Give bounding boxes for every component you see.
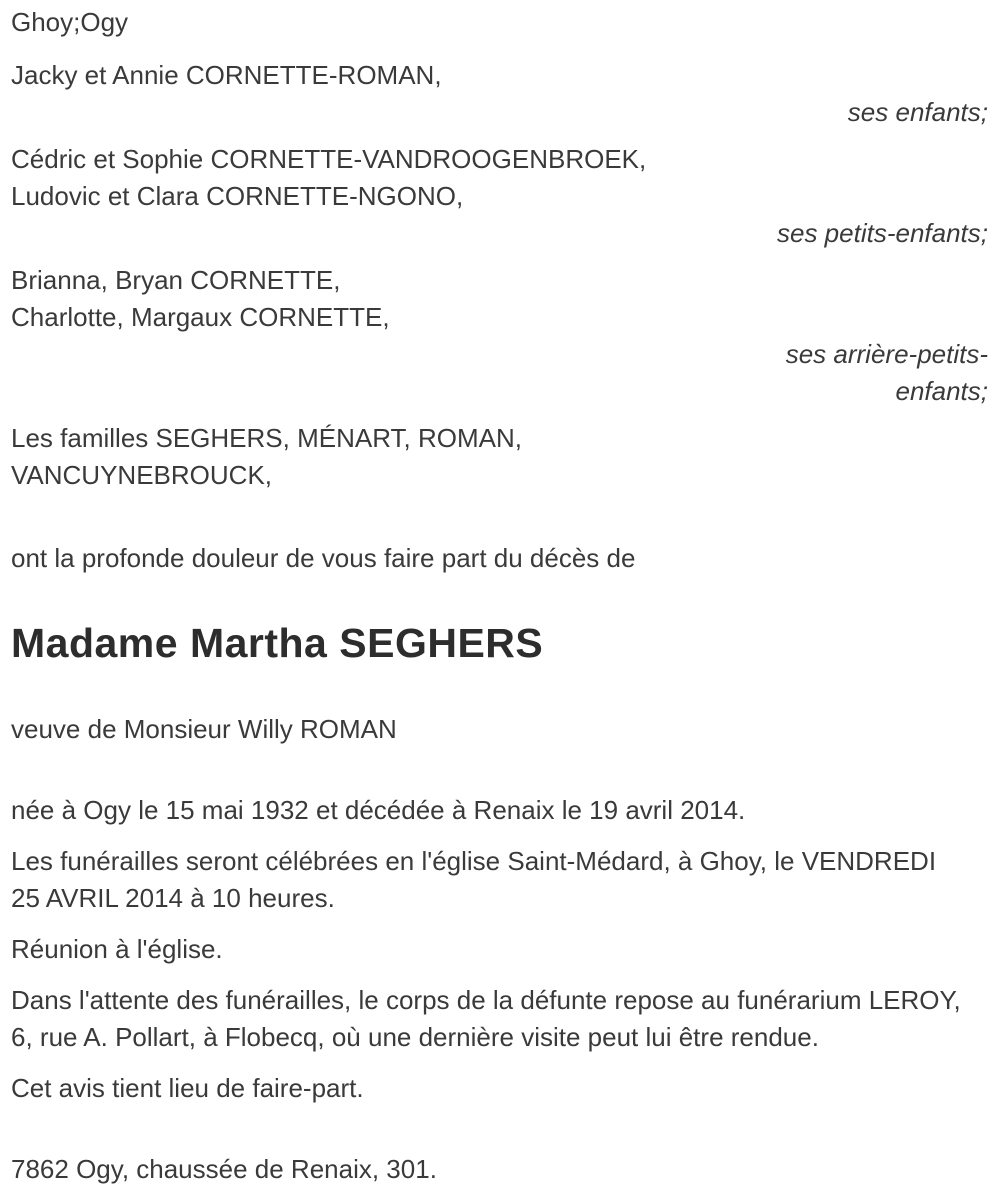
widow-line: veuve de Monsieur Willy ROMAN xyxy=(11,714,397,744)
children-names: Jacky et Annie CORNETTE-ROMAN, xyxy=(11,60,442,90)
notice-line: Cet avis tient lieu de faire-part. xyxy=(11,1073,364,1103)
great-grandchildren-names-2: Charlotte, Margaux CORNETTE, xyxy=(11,302,390,332)
funeral-service-paragraph: Les funérailles seront célébrées en l'église Saint-Médard, à Ghoy, le VENDREDI 25 AVRIL 2014 à 10 heures. xyxy=(11,846,937,913)
families-line-2: VANCUYNEBROUCK, xyxy=(11,460,273,490)
grandchildren-relation-label: ses petits-enfants; xyxy=(777,218,988,248)
place-line: Ghoy;Ogy xyxy=(11,7,129,37)
families-line-1: Les familles SEGHERS, MÉNART, ROMAN, xyxy=(11,423,522,453)
great-grandchildren-names-1: Brianna, Bryan CORNETTE, xyxy=(11,265,341,295)
great-grandchildren-relation-label-2: enfants; xyxy=(895,376,988,406)
grandchildren-names-2: Ludovic et Clara CORNETTE-NGONO, xyxy=(11,181,464,211)
intro-line: ont la profonde douleur de vous faire part du décès de xyxy=(11,543,636,573)
children-relation-label: ses enfants; xyxy=(847,97,988,127)
grandchildren-names-1: Cédric et Sophie CORNETTE-VANDROOGENBROEK, xyxy=(11,144,647,174)
birth-death-line: née à Ogy le 15 mai 1932 et décédée à Renaix le 19 avril 2014. xyxy=(11,795,746,825)
visitation-paragraph: Dans l'attente des funérailles, le corps de la défunte repose au funérarium LEROY, 6, rue A. Pollart, à Flobecq, où une dernière visite peut lui être rendue. xyxy=(11,985,961,1052)
deceased-name: Madame Martha SEGHERS xyxy=(11,620,544,666)
meeting-line: Réunion à l'église. xyxy=(11,934,223,964)
address-line: 7862 Ogy, chaussée de Renaix, 301. xyxy=(11,1154,437,1184)
great-grandchildren-relation-label-1: ses arrière-petits- xyxy=(785,339,988,369)
